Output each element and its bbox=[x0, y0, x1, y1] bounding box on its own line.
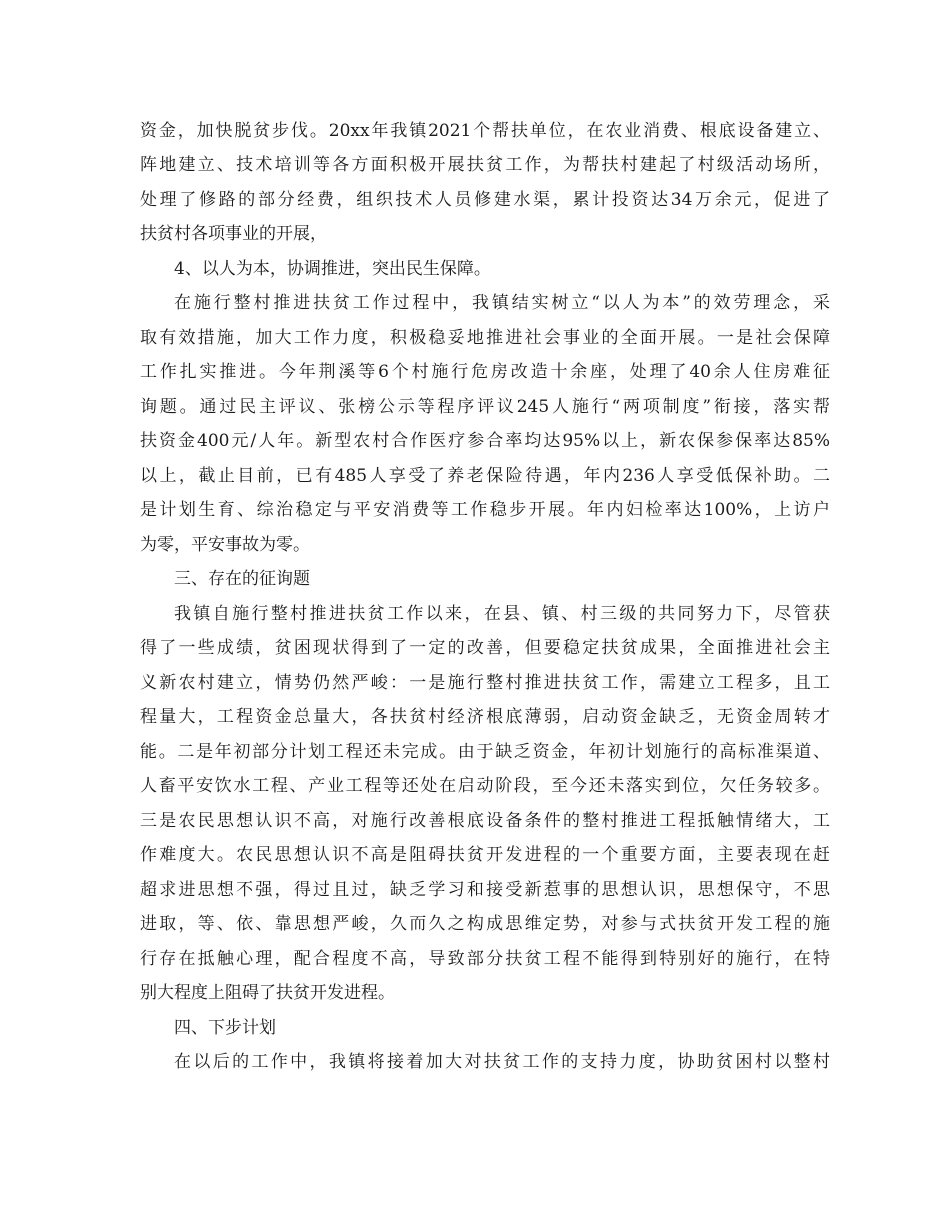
text-line: 进取，等、依、靠思想严峻，久而久之构成思维定势，对参与式扶贫开发工程的施 bbox=[140, 914, 830, 934]
text-line: 作难度大。农民思想认识不高是阻碍扶贫开发进程的一个重要方面，主要表现在赶 bbox=[140, 845, 830, 865]
text-line: 资金，加快脱贫步伐。20xx年我镇2021个帮扶单位，在农业消费、根底设备建立、 bbox=[140, 121, 830, 141]
paragraph-first-line: 在施行整村推进扶贫工作过程中，我镇结实树立“以人为本”的效劳理念，采 bbox=[174, 293, 830, 313]
text-line: 以上，截止目前，已有485人享受了养老保险待遇，年内236人享受低保补助。二 bbox=[140, 466, 830, 486]
section-heading: 4、以人为本，协调推进，突出民生保障。 bbox=[174, 259, 491, 279]
paragraph-first-line: 我镇自施行整村推进扶贫工作以来，在县、镇、村三级的共同努力下，尽管获 bbox=[174, 604, 830, 624]
text-line: 义新农村建立，情势仍然严峻：一是施行整村推进扶贫工作，需建立工程多，且工 bbox=[140, 673, 830, 693]
text-line: 能。二是年初部分计划工程还未完成。由于缺乏资金，年初计划施行的高标准渠道、 bbox=[140, 742, 830, 762]
text-line: 取有效措施，加大工作力度，积极稳妥地推进社会事业的全面开展。一是社会保障 bbox=[140, 328, 830, 348]
text-line: 是计划生育、综治稳定与平安消费等工作稳步开展。年内妇检率达100%，上访户 bbox=[140, 500, 830, 520]
text-line: 得了一些成绩，贫困现状得到了一定的改善，但要稳定扶贫成果，全面推进社会主 bbox=[140, 638, 830, 658]
text-line: 程量大，工程资金总量大，各扶贫村经济根底薄弱，启动资金缺乏，无资金周转才 bbox=[140, 707, 830, 727]
text-line: 三是农民思想认识不高，对施行改善根底设备条件的整村推进工程抵触情绪大，工 bbox=[140, 811, 830, 831]
text-line: 行存在抵触心理，配合程度不高，导致部分扶贫工程不能得到特别好的施行，在特 bbox=[140, 949, 830, 969]
text-line: 为零，平安事故为零。 bbox=[140, 535, 310, 555]
text-line: 阵地建立、技术培训等各方面积极开展扶贫工作，为帮扶村建起了村级活动场所， bbox=[140, 155, 830, 175]
section-heading: 四、下步计划 bbox=[174, 1018, 276, 1038]
text-line: 超求进思想不强，得过且过，缺乏学习和接受新惹事的思想认识，思想保守，不思 bbox=[140, 880, 830, 900]
text-line: 扶贫村各项事业的开展， bbox=[140, 224, 327, 244]
text-line: 别大程度上阻碍了扶贫开发进程。 bbox=[140, 983, 395, 1003]
text-line: 询题。通过民主评议、张榜公示等程序评议245人施行“两项制度”衔接，落实帮 bbox=[140, 397, 830, 417]
text-line: 工作扎实推进。今年荆溪等6个村施行危房改造十余座，处理了40余人住房难征 bbox=[140, 362, 830, 382]
text-line: 处理了修路的部分经费，组织技术人员修建水渠，累计投资达34万余元，促进了 bbox=[140, 190, 830, 210]
paragraph-first-line: 在以后的工作中，我镇将接着加大对扶贫工作的支持力度，协助贫困村以整村 bbox=[174, 1052, 830, 1072]
text-line: 人畜平安饮水工程、产业工程等还处在启动阶段，至今还未落实到位，欠任务较多。 bbox=[140, 776, 830, 796]
section-heading: 三、存在的征询题 bbox=[174, 569, 310, 589]
text-line: 扶资金400元/人年。新型农村合作医疗参合率均达95%以上，新农保参保率达85% bbox=[140, 431, 830, 451]
